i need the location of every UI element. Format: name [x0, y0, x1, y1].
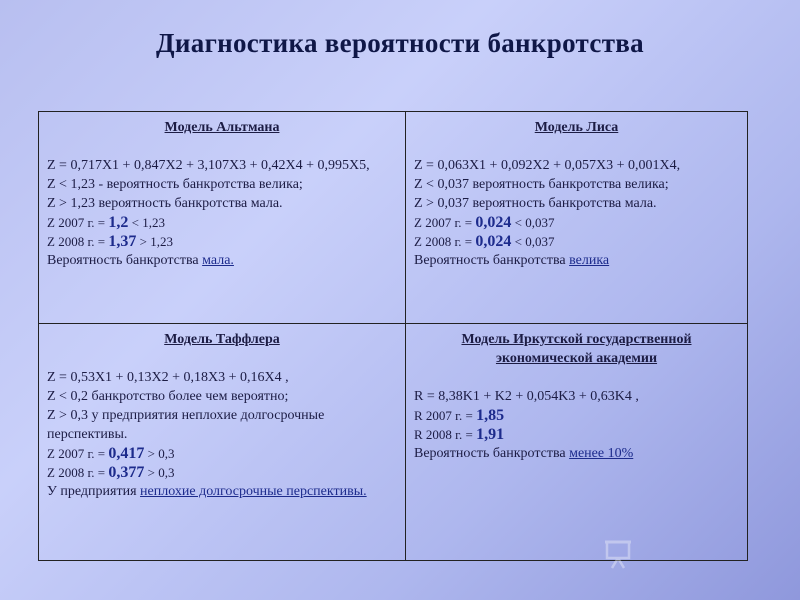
taffler-2008-suffix: > 0,3 [144, 465, 175, 481]
taffler-cond-high: Z < 0,2 банкротство более чем вероятно; [47, 389, 289, 405]
altman-cond-low: Z > 1,23 вероятность банкротства мала. [47, 196, 283, 211]
taffler-2007-value: 0,417 [108, 445, 145, 463]
altman-2007-value: 1,2 [108, 214, 129, 231]
altman-2008-value: 1,37 [108, 233, 137, 250]
models-table [38, 111, 748, 561]
altman-2008-prefix: Z 2008 г. = [47, 234, 109, 249]
lis-conclusion-prefix: Вероятность банкротства [414, 253, 570, 268]
irkutsk-2007 [414, 406, 739, 425]
altman-heading: Модель Альтмана [164, 120, 280, 135]
lis-cond-low: Z > 0,037 вероятность банкротства мала. [414, 196, 657, 211]
irkutsk-2008 [414, 425, 739, 444]
irkutsk-2007-prefix: R 2007 г. = [414, 408, 477, 424]
taffler-cond-low: Z > 0,3 у предприятия неплохие долгосрочные перспективы. [47, 408, 325, 443]
altman-cond-high: Z < 1,23 - вероятность банкротства велика; [47, 177, 303, 192]
irkutsk-conclusion [414, 444, 739, 463]
lis-2007-suffix: < 0,037 [511, 215, 555, 230]
irkutsk-cell [406, 324, 748, 561]
lis-2007 [414, 213, 739, 232]
table-row [39, 112, 748, 324]
irkutsk-heading: Модель Иркутской государственной экономической академии [461, 332, 692, 367]
taffler-conclusion-prefix: У предприятия [47, 484, 141, 500]
lis-conclusion-value: велика [569, 253, 610, 268]
taffler-conclusion [47, 482, 397, 501]
lis-cond-high: Z < 0,037 вероятность банкротства велика; [414, 177, 669, 192]
altman-conclusion-value: мала. [202, 253, 234, 268]
taffler-2007-prefix: Z 2007 г. = [47, 446, 109, 462]
lis-2007-value: 0,024 [475, 214, 512, 231]
altman-conclusion [47, 251, 397, 270]
taffler-2007-suffix: > 0,3 [144, 446, 175, 462]
altman-2008 [47, 232, 397, 251]
taffler-2007 [47, 444, 397, 463]
taffler-conclusion-value: неплохие долгосрочные перспективы. [140, 484, 367, 500]
lis-2008-suffix: < 0,037 [511, 234, 555, 249]
irkutsk-conclusion-prefix: Вероятность банкротства [414, 446, 570, 462]
altman-2007-suffix: < 1,23 [128, 215, 165, 230]
taffler-2008 [47, 463, 397, 482]
lis-formula: Z = 0,063X1 + 0,092X2 + 0,057X3 + 0,001X4, [414, 158, 681, 173]
altman-conclusion-prefix: Вероятность банкротства [47, 253, 203, 268]
lis-2008 [414, 232, 739, 251]
altman-cell [39, 112, 406, 324]
presentation-board-icon [604, 538, 634, 570]
taffler-formula: Z = 0,53X1 + 0,13X2 + 0,18X3 + 0,16X4 , [47, 370, 289, 386]
taffler-2008-value: 0,377 [108, 464, 145, 482]
irkutsk-conclusion-value: менее 10% [569, 446, 634, 462]
taffler-cell [39, 324, 406, 561]
altman-formula: Z = 0,717X1 + 0,847X2 + 3,107X3 + 0,42X4 + 0,995X5, [47, 158, 370, 173]
lis-heading: Модель Лиса [534, 120, 619, 135]
lis-2008-value: 0,024 [475, 233, 512, 250]
page-title: Диагностика вероятности банкротства [156, 28, 644, 58]
irkutsk-2008-prefix: R 2008 г. = [414, 427, 477, 443]
lis-cell [406, 112, 748, 324]
watermark [604, 538, 774, 574]
irkutsk-formula: R = 8,38K1 + K2 + 0,054K3 + 0,63K4 , [414, 389, 639, 405]
altman-2007-prefix: Z 2007 г. = [47, 215, 109, 230]
altman-2007 [47, 213, 397, 232]
irkutsk-2008-value: 1,91 [476, 426, 505, 444]
table-row [39, 324, 748, 561]
taffler-heading: Модель Таффлера [164, 332, 280, 348]
irkutsk-2007-value: 1,85 [476, 407, 505, 425]
lis-2007-prefix: Z 2007 г. = [414, 215, 476, 230]
lis-conclusion [414, 251, 739, 270]
altman-2008-suffix: > 1,23 [136, 234, 173, 249]
taffler-2008-prefix: Z 2008 г. = [47, 465, 109, 481]
lis-2008-prefix: Z 2008 г. = [414, 234, 476, 249]
